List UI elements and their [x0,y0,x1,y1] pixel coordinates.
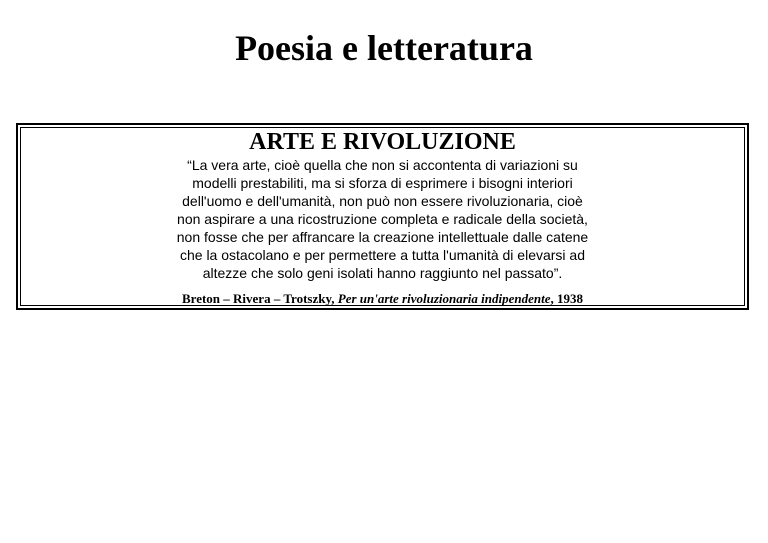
quote-line: non fosse che per affrancare la creazione intellettuale dalle catene [176,229,589,245]
quote-box [16,123,749,310]
quote-line: non aspirare a una ricostruzione completa e radicale della società, [177,211,588,227]
quote-text [18,156,747,282]
citation-authors: Breton – Rivera – Trotszky, [182,291,335,306]
citation-work-title: Per un'arte rivoluzionaria indipendente [337,291,551,306]
quote-line: dell'uomo e dell'umanità, non può non essere rivoluzionaria, cioè [182,193,583,209]
page-title: Poesia e letteratura [235,28,533,68]
quote-line: altezze che solo geni isolati hanno raggiunto nel passato”. [202,265,563,281]
citation [18,291,747,307]
quote-line: che la ostacolano e per permettere a tutta l'umanità di elevarsi ad [179,247,585,263]
citation-year: , 1938 [550,291,583,306]
quote-line: “La vera arte, cioè quella che non si accontenta di variazioni su [187,157,578,173]
quote-line: modelli prestabiliti, ma si sforza di esprimere i bisogni interiori [192,175,573,191]
box-heading: ARTE E RIVOLUZIONE [249,129,516,155]
